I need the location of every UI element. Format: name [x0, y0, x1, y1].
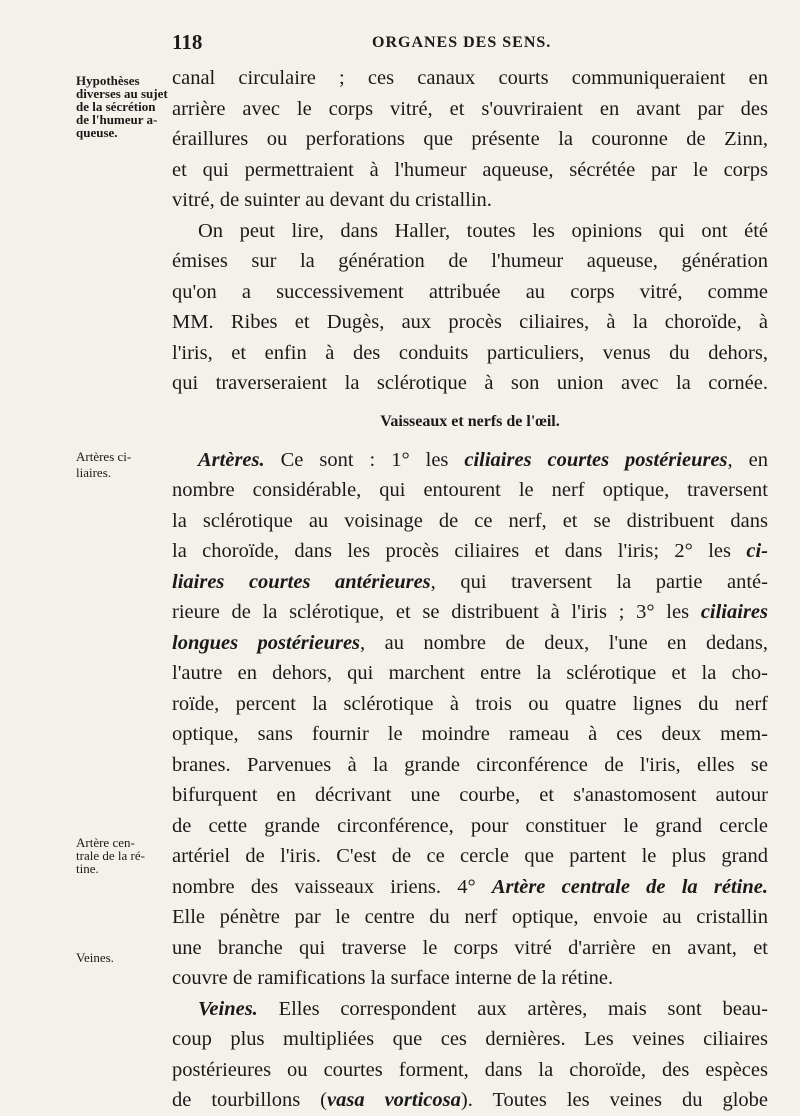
paragraph-label: Artères.	[198, 448, 265, 471]
text-line	[172, 872, 768, 903]
margin-note-line: liaires.	[76, 465, 112, 480]
margin-note-line: de la sécrétion	[76, 99, 156, 114]
margin-note-hypotheses	[76, 74, 172, 139]
text-run: , en	[727, 448, 768, 471]
paragraph-label: Veines.	[198, 997, 258, 1020]
margin-notes	[76, 0, 172, 1085]
text-line: l'autre en dehors, qui marchent entre la sclérotique et la cho-	[172, 662, 768, 684]
margin-note-line: Artères ci-	[76, 449, 132, 464]
text-run: nombre des vaisseaux iriens. 4°	[172, 875, 492, 898]
text-line: Elle pénètre par le centre du nerf optique, envoie au cristallin	[172, 906, 768, 928]
main-text	[172, 63, 768, 1116]
text-line: branes. Parvenues à la grande circonférence de l'iris, elles se	[172, 753, 768, 776]
italic-term: Artère centrale de la rétine.	[491, 875, 768, 898]
text-run: de tourbillons (	[172, 1089, 328, 1111]
text-run: rieure de la sclérotique, et se distribuent à l'iris ; 3° les	[172, 601, 701, 623]
text-line: artériel de l'iris. C'est de ce cercle que partent le plus grand	[172, 845, 768, 867]
margin-note-line: tine.	[76, 861, 99, 876]
text-line: vitré, de suinter au devant du cristallin.	[172, 189, 492, 211]
text-line: qui traverseraient la sclérotique à son union avec la cornée.	[172, 372, 768, 394]
italic-term: liaires courtes antérieures	[172, 570, 431, 593]
section-heading: Vaisseaux et nerfs de l'œil.	[380, 412, 560, 430]
margin-note-line: diverses au sujet	[76, 86, 168, 101]
text-line: éraillures ou perforations que présente la couronne de Zinn,	[172, 128, 768, 150]
margin-note-arteres-ciliaires	[76, 449, 172, 481]
text-line	[172, 536, 768, 567]
margin-note-line: Artère cen-	[76, 835, 135, 850]
text-line: et qui permettraient à l'humeur aqueuse, sécrétée par le corps	[172, 158, 768, 181]
text-line	[172, 597, 768, 628]
text-run: Ce sont : 1° les	[264, 448, 465, 471]
text-run: la choroïde, dans les procès ciliaires et dans l'iris; 2° les	[172, 540, 747, 562]
italic-term: longues postérieures	[172, 631, 361, 654]
italic-term: ciliaires courtes postérieures	[464, 448, 728, 471]
text-line: On peut lire, dans Haller, toutes les opinions qui ont été	[198, 219, 768, 242]
text-line: arrière avec le corps vitré, et s'ouvriraient en avant par des	[172, 97, 768, 120]
running-title: ORGANES DES SENS.	[372, 34, 552, 51]
margin-note-line: queuse.	[76, 125, 118, 140]
margin-note-veines	[76, 951, 172, 964]
margin-note-line: trale de la ré-	[76, 848, 145, 863]
text-run: , qui traversent la partie anté-	[430, 570, 768, 593]
text-line: couvre de ramifications la surface interne de la rétine.	[172, 967, 614, 989]
margin-note-line: de l'humeur a-	[76, 112, 158, 127]
text-line: coup plus multipliées que ces dernières. Les veines ciliaires	[172, 1028, 768, 1050]
italic-term: ci-	[746, 540, 768, 562]
text-line: bifurquent en décrivant une courbe, et s'anastomosent autour	[172, 784, 768, 806]
margin-note-line: Veines.	[76, 950, 114, 965]
text-line	[172, 1085, 768, 1116]
margin-note-artere-centrale	[76, 836, 172, 875]
text-line: roïde, percent la sclérotique à trois ou quatre lignes du nerf	[172, 692, 768, 715]
text-line	[172, 567, 768, 598]
text-line: canal circulaire ; ces canaux courts communiqueraient en	[172, 67, 768, 89]
text-line: postérieures ou courtes forment, dans la choroïde, des espèces	[172, 1058, 768, 1081]
text-line: nombre considérable, qui entourent le nerf optique, traversent	[172, 479, 768, 501]
text-line: de cette grande circonférence, pour constituer le grand cercle	[172, 814, 768, 837]
margin-note-line: Hypothèses	[76, 73, 140, 88]
text-line: la sclérotique au voisinage de ce nerf, et se distribuent dans	[172, 509, 768, 532]
italic-term: ciliaires	[700, 601, 768, 623]
text-line: une branche qui traverse le corps vitré d'arrière en avant, et	[172, 936, 768, 959]
text-line	[172, 628, 768, 659]
italic-term: vasa vorticosa	[327, 1089, 461, 1111]
text-line: l'iris, et enfin à des conduits particuliers, venus du dehors,	[172, 341, 768, 364]
text-line: optique, sans fournir le moindre rameau à ces deux mem-	[172, 723, 768, 745]
text-run: , au nombre de deux, l'une en dedans,	[360, 631, 768, 654]
text-line: MM. Ribes et Dugès, aux procès ciliaires, à la choroïde, à	[172, 311, 768, 333]
text-line: qu'on a successivement attribuée au corps vitré, comme	[172, 280, 768, 303]
text-run: Elles correspondent aux artères, mais sont beau-	[257, 997, 768, 1020]
page-number: 118	[172, 30, 203, 54]
text-line: émises sur la génération de l'humeur aqueuse, génération	[172, 250, 768, 272]
text-run: ). Toutes les veines du globe	[460, 1089, 768, 1111]
text-line	[172, 445, 768, 476]
text-line	[172, 994, 768, 1025]
